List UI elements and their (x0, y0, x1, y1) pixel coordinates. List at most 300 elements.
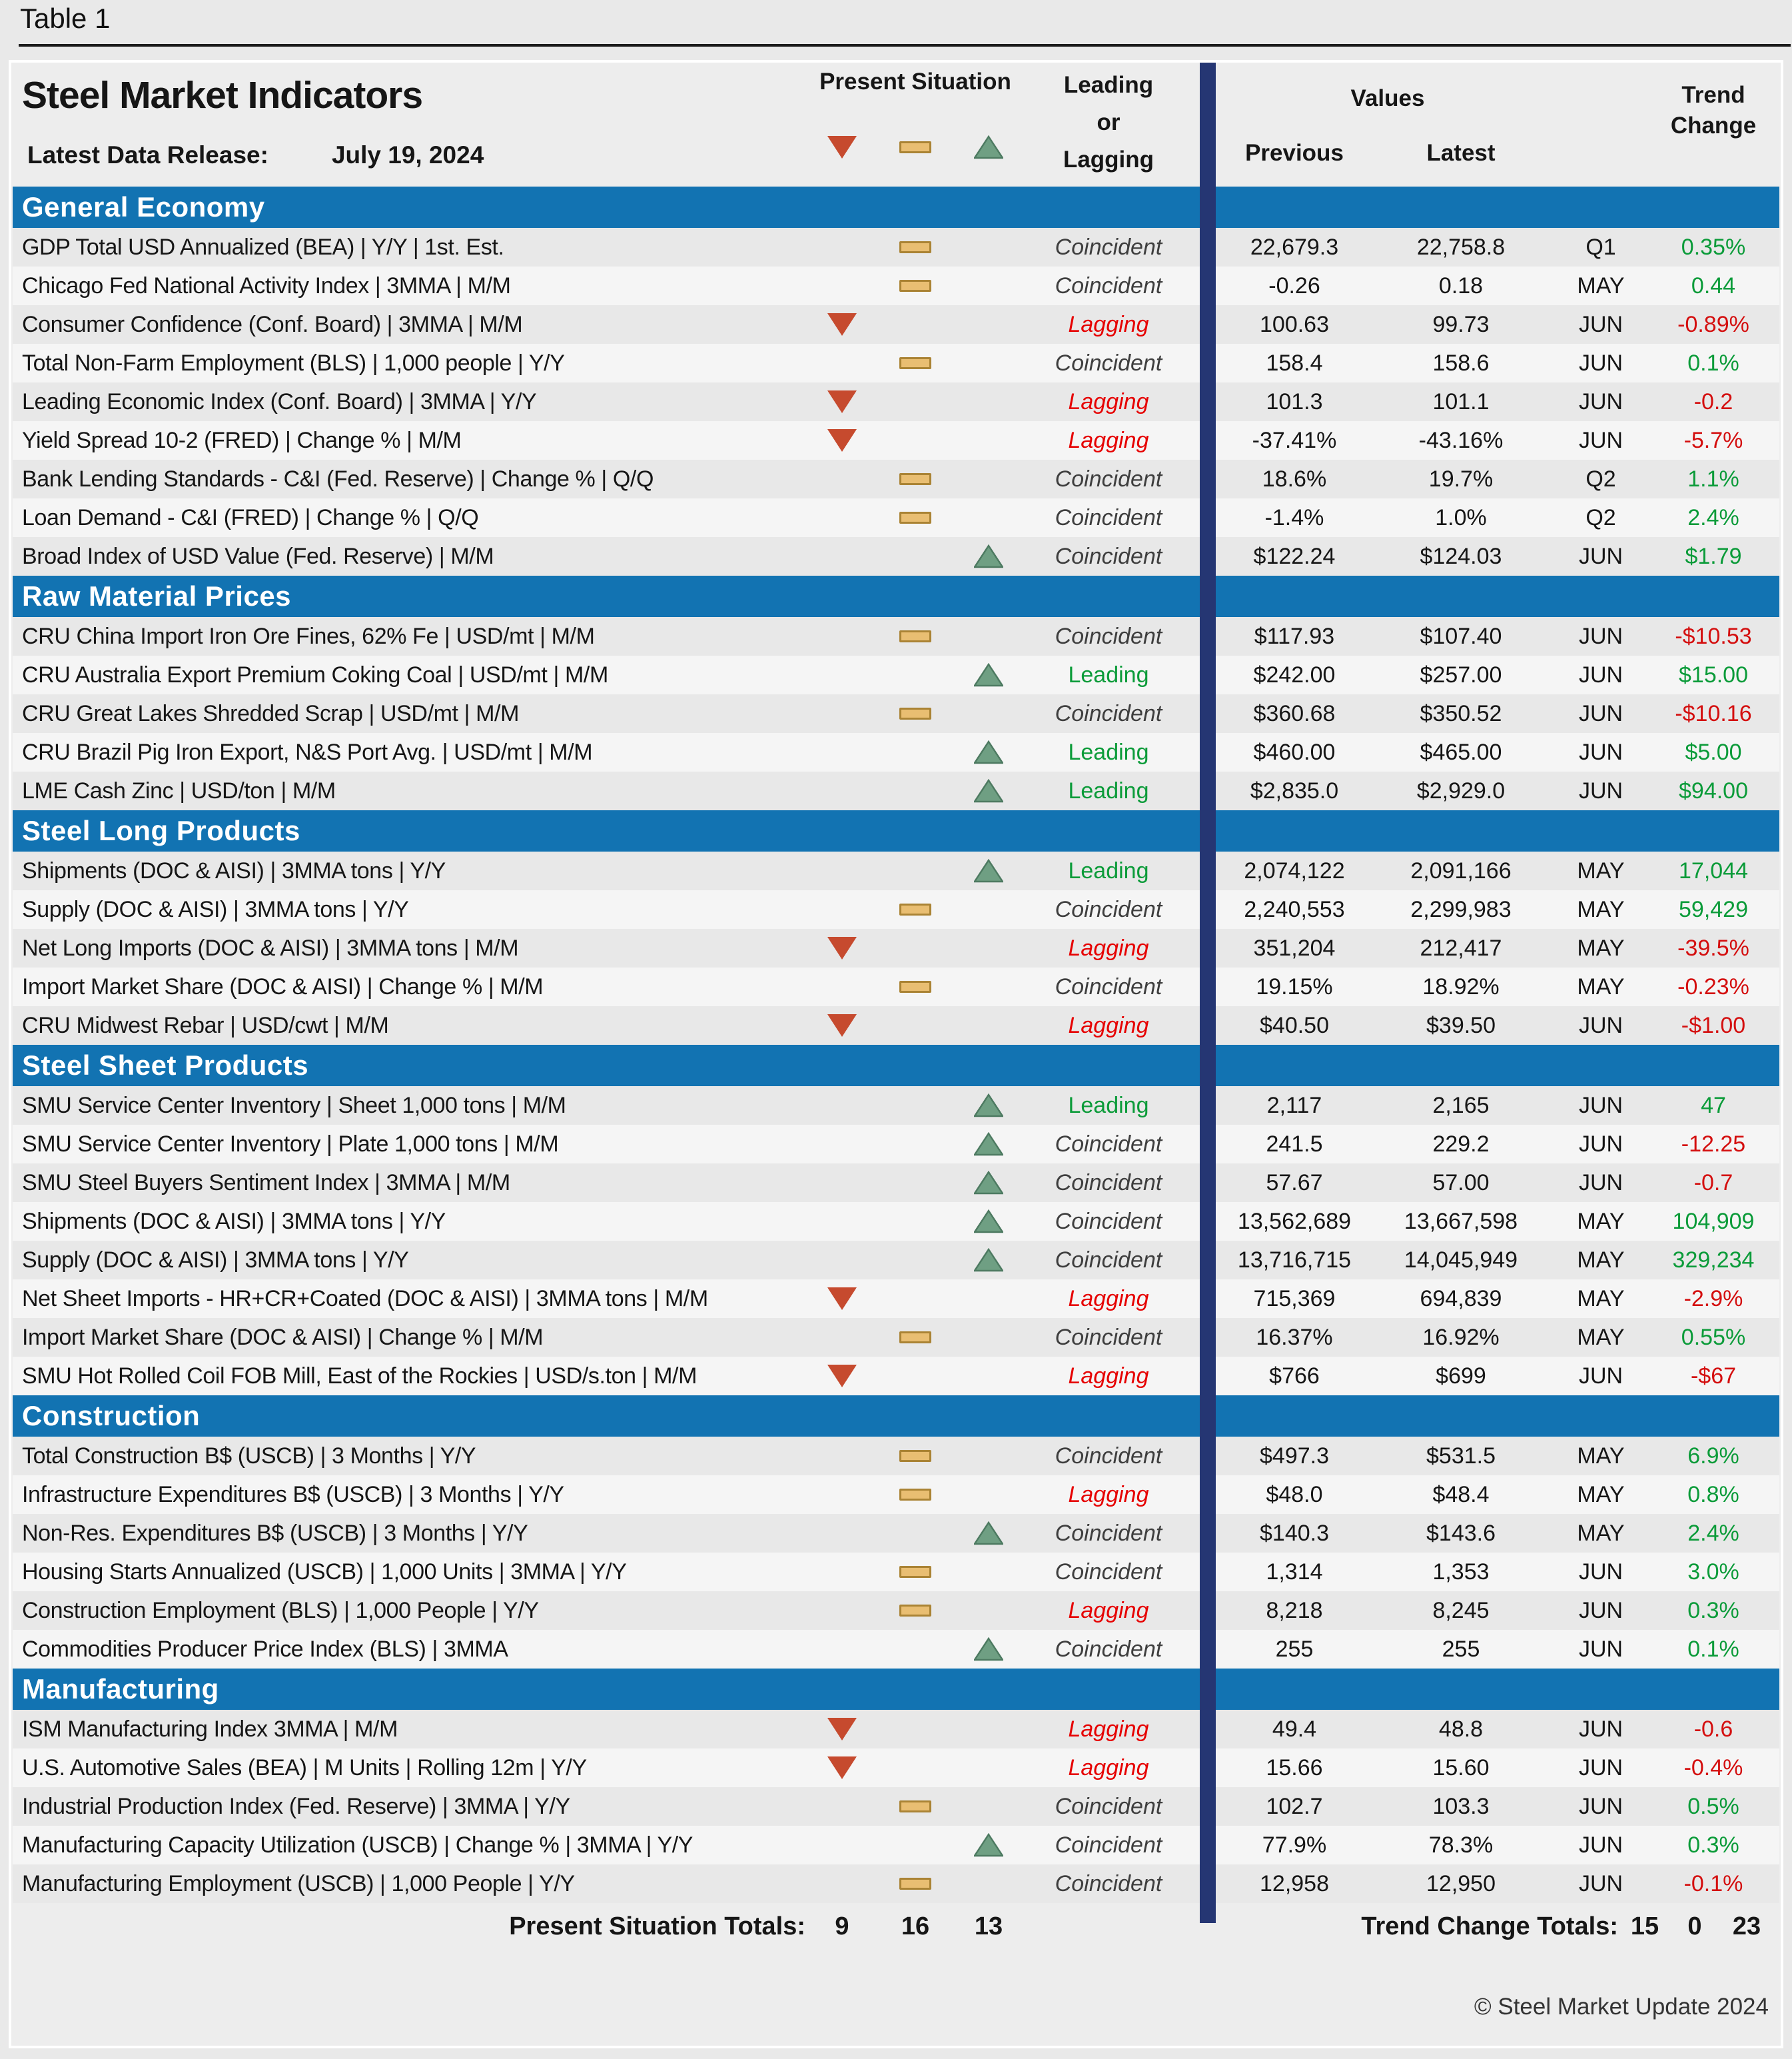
previous-value: 102.7 (1266, 1793, 1323, 1819)
indicator-label: LME Cash Zinc | USD/ton | M/M (22, 778, 336, 804)
indicator-label: Infrastructure Expenditures B$ (USCB) | 3 Months | Y/Y (22, 1481, 564, 1507)
present-situation-up-cell (952, 733, 1025, 772)
latest-value: 57.00 (1432, 1169, 1490, 1195)
latest-value: 16.92% (1422, 1324, 1500, 1350)
indicator-label: Total Non-Farm Employment (BLS) | 1,000 people | Y/Y (22, 350, 565, 376)
table-row (13, 1086, 1779, 1125)
present-situation-flat-cell (879, 1553, 952, 1591)
up-triangle-icon (974, 1093, 1003, 1117)
present-situation-down-cell (805, 1864, 879, 1903)
down-triangle-icon (827, 1013, 857, 1038)
table-row (13, 1318, 1779, 1357)
indicator-label: CRU Australia Export Premium Coking Coal | USD/mt | M/M (22, 662, 608, 688)
trend-change-value: $1.79 (1685, 543, 1742, 569)
latest-value: $124.03 (1420, 543, 1502, 569)
present-situation-up-cell (952, 1748, 1025, 1787)
flat-dash-icon (899, 1489, 931, 1501)
present-situation-up-cell (952, 1086, 1025, 1125)
trend-change-value: 17,044 (1679, 858, 1748, 884)
table-row (13, 344, 1779, 382)
previous-value: $140.3 (1260, 1520, 1329, 1546)
leading-or-lagging-value: Lagging (1068, 1716, 1149, 1742)
present-situation-flat-cell (879, 267, 952, 305)
trend-change-value: $94.00 (1679, 778, 1748, 804)
leading-or-lagging-value: Lagging (1068, 1285, 1149, 1311)
latest-value: 14,045,949 (1404, 1247, 1518, 1273)
previous-value: 255 (1275, 1636, 1314, 1662)
present-situation-totals-label: Present Situation Totals: (509, 1912, 805, 1940)
table-row (13, 1241, 1779, 1279)
leading-or-lagging-value: Coincident (1055, 1247, 1162, 1273)
present-situation-down-cell (805, 1475, 879, 1514)
trend-change-value: 0.35% (1681, 234, 1746, 260)
latest-value: 101.1 (1432, 388, 1490, 414)
table-row (13, 460, 1779, 498)
table-row (13, 852, 1779, 890)
previous-value: $2,835.0 (1250, 778, 1339, 804)
present-situation-down-cell (805, 305, 879, 344)
present-situation-flat-cell (879, 1006, 952, 1045)
down-triangle-icon (827, 1363, 857, 1389)
period-value: MAY (1577, 974, 1625, 1000)
leading-or-lagging-value: Coincident (1055, 234, 1162, 260)
leading-or-lagging-value: Coincident (1055, 1793, 1162, 1819)
down-triangle-icon (827, 312, 857, 337)
down-triangle-icon (827, 389, 857, 414)
table-row (13, 1514, 1779, 1553)
present-situation-down-cell (805, 1241, 879, 1279)
present-situation-up-cell (952, 228, 1025, 267)
previous-value: 12,958 (1260, 1870, 1329, 1896)
totals-row (13, 1903, 1779, 1952)
present-situation-up-cell (952, 656, 1025, 694)
table-row (13, 1006, 1779, 1045)
present-totals-down-count: 9 (835, 1912, 849, 1940)
flat-dash-icon (899, 630, 931, 642)
period-value: JUN (1578, 350, 1623, 376)
indicator-label: SMU Hot Rolled Coil FOB Mill, East of the Rockies | USD/s.ton | M/M (22, 1363, 697, 1389)
present-situation-up-cell (952, 460, 1025, 498)
indicator-label: Consumer Confidence (Conf. Board) | 3MMA | M/M (22, 311, 523, 337)
page-title: Steel Market Indicators (22, 74, 423, 117)
present-situation-flat-cell (879, 1787, 952, 1826)
leading-or-lagging-value: Leading (1068, 778, 1149, 804)
present-situation-down-cell (805, 382, 879, 421)
present-situation-flat-cell (879, 1318, 952, 1357)
trend-totals-zero-count: 0 (1687, 1912, 1702, 1940)
previous-value: 1,314 (1266, 1559, 1323, 1585)
indicator-label: Chicago Fed National Activity Index | 3MMA | M/M (22, 273, 511, 299)
present-situation-up-cell (952, 1279, 1025, 1318)
trend-change-totals-label: Trend Change Totals: (1361, 1912, 1618, 1940)
present-situation-down-cell (805, 1163, 879, 1202)
present-situation-up-cell (952, 772, 1025, 810)
release-line (27, 141, 484, 169)
present-situation-down-cell (805, 733, 879, 772)
period-value: MAY (1577, 935, 1625, 961)
trend-change-value: 0.55% (1681, 1324, 1746, 1350)
indicator-label: GDP Total USD Annualized (BEA) | Y/Y | 1st. Est. (22, 234, 504, 260)
previous-value: $48.0 (1266, 1481, 1323, 1507)
leading-or-lagging-value: Coincident (1055, 504, 1162, 530)
latest-value: 12,950 (1426, 1870, 1496, 1896)
present-situation-up-cell (952, 1318, 1025, 1357)
trend-change-value: -5.7% (1683, 427, 1743, 453)
trend-change-value: -$67 (1690, 1363, 1737, 1389)
present-situation-flat-cell (879, 1279, 952, 1318)
present-situation-down-cell (805, 1006, 879, 1045)
indicator-label: CRU Midwest Rebar | USD/cwt | M/M (22, 1012, 389, 1038)
table-row (13, 772, 1779, 810)
period-value: JUN (1578, 1870, 1623, 1896)
present-situation-flat-cell (879, 694, 952, 733)
period-value: JUN (1578, 1363, 1623, 1389)
down-triangle-icon (827, 936, 857, 961)
present-situation-down-cell (805, 1202, 879, 1241)
trend-change-value: 6.9% (1687, 1443, 1739, 1469)
period-value: MAY (1577, 1520, 1625, 1546)
present-situation-up-cell (952, 1241, 1025, 1279)
flat-dash-icon (899, 708, 931, 720)
table-row (13, 1279, 1779, 1318)
latest-value: 229.2 (1432, 1131, 1490, 1157)
present-situation-up-cell (952, 1864, 1025, 1903)
period-value: MAY (1577, 273, 1625, 299)
table-row (13, 694, 1779, 733)
up-triangle-icon (974, 1637, 1003, 1661)
trend-change-value: 47 (1701, 1092, 1726, 1118)
present-situation-down-cell (805, 344, 879, 382)
previous-value: $497.3 (1260, 1443, 1329, 1469)
indicator-label: Commodities Producer Price Index (BLS) | 3MMA (22, 1636, 508, 1662)
previous-value: $766 (1269, 1363, 1320, 1389)
down-triangle-icon (827, 135, 857, 160)
previous-value: 18.6% (1262, 466, 1327, 492)
trend-change-value: 104,909 (1672, 1208, 1755, 1234)
present-situation-flat-cell (879, 1630, 952, 1669)
table-row (13, 1630, 1779, 1669)
previous-value: 2,074,122 (1244, 858, 1345, 884)
previous-value: 2,117 (1266, 1092, 1322, 1118)
indicator-label: Import Market Share (DOC & AISI) | Change % | M/M (22, 974, 544, 1000)
present-situation-up-cell (952, 305, 1025, 344)
indicator-label: SMU Service Center Inventory | Sheet 1,000 tons | M/M (22, 1092, 566, 1118)
trend-change-value: 2.4% (1687, 504, 1739, 530)
trend-change-value: 0.8% (1687, 1481, 1739, 1507)
up-triangle-icon (974, 859, 1003, 883)
present-situation-flat-cell (879, 460, 952, 498)
present-situation-down-cell (805, 694, 879, 733)
present-situation-flat-cell (879, 228, 952, 267)
indicator-label: Yield Spread 10-2 (FRED) | Change % | M/M (22, 427, 462, 453)
present-situation-flat-cell (879, 1475, 952, 1514)
previous-value: 715,369 (1253, 1285, 1336, 1311)
trend-change-value: 1.1% (1687, 466, 1739, 492)
previous-value: -1.4% (1264, 504, 1324, 530)
previous-value: -37.41% (1252, 427, 1337, 453)
period-value: JUN (1578, 1092, 1623, 1118)
indicator-label: Construction Employment (BLS) | 1,000 People | Y/Y (22, 1597, 539, 1623)
trend-change-value: -2.9% (1683, 1285, 1743, 1311)
latest-value: 1.0% (1435, 504, 1487, 530)
previous-value: 2,240,553 (1244, 896, 1345, 922)
present-situation-flat-cell (879, 1357, 952, 1395)
leading-or-lagging-value: Lagging (1068, 1754, 1149, 1780)
present-situation-up-cell (952, 1826, 1025, 1864)
trend-change-value: -0.2 (1693, 388, 1733, 414)
present-situation-down-cell (805, 460, 879, 498)
present-situation-flat-cell (879, 1437, 952, 1475)
table-row (13, 1437, 1779, 1475)
leading-or-lagging-value: Coincident (1055, 1443, 1162, 1469)
indicator-label: Supply (DOC & AISI) | 3MMA tons | Y/Y (22, 896, 409, 922)
period-value: JUN (1578, 543, 1623, 569)
present-situation-down-cell (805, 537, 879, 576)
latest-value: 99.73 (1432, 311, 1490, 337)
table-row (13, 929, 1779, 968)
indicator-label: Net Sheet Imports - HR+CR+Coated (DOC & AISI) | 3MMA tons | M/M (22, 1285, 708, 1311)
leading-or-lagging-value: Lagging (1068, 311, 1149, 337)
period-value: JUN (1578, 1832, 1623, 1858)
up-triangle-icon (974, 779, 1003, 803)
latest-value: 1,353 (1432, 1559, 1490, 1585)
previous-value: $460.00 (1253, 739, 1336, 765)
flat-dash-icon (899, 1800, 931, 1812)
latest-value: 255 (1442, 1636, 1480, 1662)
indicator-label: CRU China Import Iron Ore Fines, 62% Fe | USD/mt | M/M (22, 623, 595, 649)
trend-change-value: 0.1% (1687, 1636, 1739, 1662)
column-header-trend-change: Trend Change (1670, 82, 1757, 139)
previous-value: -0.26 (1268, 273, 1320, 299)
present-situation-up-cell (952, 344, 1025, 382)
table-row (13, 382, 1779, 421)
present-situation-down-cell (805, 498, 879, 537)
present-situation-down-cell (805, 1318, 879, 1357)
present-situation-up-cell (952, 852, 1025, 890)
table-row (13, 1826, 1779, 1864)
latest-value: $465.00 (1420, 739, 1502, 765)
present-situation-down-cell (805, 1279, 879, 1318)
indicator-label: Net Long Imports (DOC & AISI) | 3MMA tons | M/M (22, 935, 519, 961)
present-situation-flat-cell (879, 733, 952, 772)
present-situation-flat-cell (879, 1514, 952, 1553)
latest-value: $39.50 (1426, 1012, 1496, 1038)
table-row (13, 1748, 1779, 1787)
previous-value: 19.15% (1256, 974, 1333, 1000)
present-situation-down-cell (805, 421, 879, 460)
previous-value: 49.4 (1272, 1716, 1317, 1742)
table-row (13, 267, 1779, 305)
present-situation-flat-cell (879, 1864, 952, 1903)
trend-change-value: 0.3% (1687, 1597, 1739, 1623)
section-header: Raw Material Prices (13, 576, 1779, 617)
present-situation-up-cell (952, 617, 1025, 656)
period-value: JUN (1578, 623, 1623, 649)
present-situation-up-cell (952, 537, 1025, 576)
indicator-label: Housing Starts Annualized (USCB) | 1,000 Units | 3MMA | Y/Y (22, 1559, 627, 1585)
trend-change-value: -0.89% (1677, 311, 1749, 337)
present-situation-up-cell (952, 1710, 1025, 1748)
indicator-label: CRU Great Lakes Shredded Scrap | USD/mt | M/M (22, 700, 520, 726)
table-row (13, 228, 1779, 267)
indicator-label: ISM Manufacturing Index 3MMA | M/M (22, 1716, 398, 1742)
period-value: Q2 (1585, 504, 1616, 530)
latest-value: 0.18 (1438, 273, 1484, 299)
column-header-present-situation: Present Situation (819, 69, 1011, 95)
present-situation-down-cell (805, 1826, 879, 1864)
table-row (13, 305, 1779, 344)
latest-value: 212,417 (1420, 935, 1502, 961)
leading-or-lagging-value: Coincident (1055, 623, 1162, 649)
leading-or-lagging-value: Coincident (1055, 1559, 1162, 1585)
present-situation-flat-cell (879, 1163, 952, 1202)
indicator-label: Loan Demand - C&I (FRED) | Change % | Q/Q (22, 504, 479, 530)
table-row (13, 1125, 1779, 1163)
table-row (13, 656, 1779, 694)
present-situation-up-cell (952, 1006, 1025, 1045)
indicator-label: Total Construction B$ (USCB) | 3 Months | Y/Y (22, 1443, 476, 1469)
period-value: MAY (1577, 1481, 1625, 1507)
previous-value: 101.3 (1266, 388, 1323, 414)
present-situation-down-cell (805, 772, 879, 810)
leading-or-lagging-value: Coincident (1055, 1832, 1162, 1858)
present-situation-up-cell (952, 498, 1025, 537)
leading-or-lagging-value: Lagging (1068, 388, 1149, 414)
period-value: JUN (1578, 1597, 1623, 1623)
period-value: Q1 (1585, 234, 1616, 260)
up-triangle-icon (974, 135, 1003, 159)
table-row (13, 1553, 1779, 1591)
latest-value: 158.6 (1432, 350, 1490, 376)
period-value: JUN (1578, 427, 1623, 453)
table-row (13, 890, 1779, 929)
flat-dash-icon (899, 1566, 931, 1578)
table-caption: Table 1 (20, 3, 111, 34)
previous-value: $40.50 (1260, 1012, 1329, 1038)
present-situation-flat-cell (879, 344, 952, 382)
present-situation-up-cell (952, 1202, 1025, 1241)
present-totals-flat-count: 16 (901, 1912, 930, 1940)
values-divider-bar (1200, 63, 1216, 1923)
latest-value: $257.00 (1420, 662, 1502, 688)
period-value: JUN (1578, 1012, 1623, 1038)
leading-or-lagging-value: Leading (1068, 858, 1149, 884)
flat-dash-icon (899, 1450, 931, 1462)
present-situation-up-cell (952, 1437, 1025, 1475)
indicator-label: Manufacturing Capacity Utilization (USCB) | Change % | 3MMA | Y/Y (22, 1832, 693, 1858)
trend-change-value: -0.4% (1683, 1754, 1743, 1780)
column-header-leading-or-lagging: Leading or Lagging (1063, 72, 1154, 173)
previous-value: $122.24 (1253, 543, 1336, 569)
table-body (13, 187, 1779, 1903)
table-row (13, 1202, 1779, 1241)
latest-value: $107.40 (1420, 623, 1502, 649)
release-label: Latest Data Release: (27, 141, 268, 169)
indicator-label: CRU Brazil Pig Iron Export, N&S Port Avg. | USD/mt | M/M (22, 739, 593, 765)
leading-or-lagging-value: Coincident (1055, 1636, 1162, 1662)
leading-or-lagging-value: Coincident (1055, 350, 1162, 376)
section-header: Steel Long Products (13, 810, 1779, 852)
present-situation-flat-cell (879, 498, 952, 537)
present-situation-down-cell (805, 1710, 879, 1748)
section-header: Manufacturing (13, 1669, 1779, 1710)
indicator-label: Non-Res. Expenditures B$ (USCB) | 3 Months | Y/Y (22, 1520, 528, 1546)
caption-rule (19, 44, 1791, 47)
latest-value: 13,667,598 (1404, 1208, 1518, 1234)
up-triangle-icon (974, 663, 1003, 687)
table-row (13, 1475, 1779, 1514)
latest-value: 78.3% (1428, 1832, 1494, 1858)
leading-or-lagging-value: Coincident (1055, 1169, 1162, 1195)
column-header-latest: Latest (1426, 140, 1496, 166)
latest-value: 2,091,166 (1410, 858, 1512, 884)
present-situation-down-cell (805, 929, 879, 968)
flat-dash-icon (899, 280, 931, 292)
present-situation-down-cell (805, 1630, 879, 1669)
leading-or-lagging-value: Lagging (1068, 1363, 1149, 1389)
present-situation-flat-cell (879, 929, 952, 968)
latest-value: $48.4 (1432, 1481, 1490, 1507)
present-situation-down-cell (805, 1125, 879, 1163)
latest-value: 8,245 (1432, 1597, 1490, 1623)
trend-change-value: -0.7 (1693, 1169, 1733, 1195)
table-header (13, 63, 1779, 187)
latest-value: 2,165 (1432, 1092, 1490, 1118)
table-row (13, 733, 1779, 772)
table-row (13, 1864, 1779, 1903)
present-situation-down-cell (805, 1553, 879, 1591)
present-situation-up-cell (952, 421, 1025, 460)
leading-or-lagging-value: Coincident (1055, 700, 1162, 726)
previous-value: 13,716,715 (1237, 1247, 1352, 1273)
present-situation-flat-cell (879, 382, 952, 421)
period-value: JUN (1578, 739, 1623, 765)
section-header: General Economy (13, 187, 1779, 228)
leading-or-lagging-value: Coincident (1055, 1208, 1162, 1234)
section-header: Construction (13, 1395, 1779, 1437)
indicator-label: Leading Economic Index (Conf. Board) | 3MMA | Y/Y (22, 388, 537, 414)
latest-value: 48.8 (1438, 1716, 1484, 1742)
present-situation-flat-cell (879, 617, 952, 656)
period-value: JUN (1578, 1559, 1623, 1585)
leading-or-lagging-value: Lagging (1068, 935, 1149, 961)
trend-change-value: -0.1% (1683, 1870, 1743, 1896)
present-situation-flat-cell (879, 656, 952, 694)
present-situation-legend (805, 135, 1025, 160)
indicator-label: Supply (DOC & AISI) | 3MMA tons | Y/Y (22, 1247, 409, 1273)
up-triangle-icon (974, 1171, 1003, 1195)
up-triangle-icon (974, 1248, 1003, 1272)
previous-value: 57.67 (1266, 1169, 1323, 1195)
present-situation-flat-cell (879, 968, 952, 1006)
leading-or-lagging-value: Coincident (1055, 466, 1162, 492)
present-situation-up-cell (952, 1630, 1025, 1669)
present-situation-down-cell (805, 1437, 879, 1475)
down-triangle-icon (827, 1286, 857, 1311)
period-value: JUN (1578, 1754, 1623, 1780)
period-value: MAY (1577, 1208, 1625, 1234)
down-triangle-icon (827, 1716, 857, 1742)
latest-value: -43.16% (1418, 427, 1504, 453)
leading-or-lagging-value: Leading (1068, 1092, 1149, 1118)
flat-dash-icon (899, 241, 931, 253)
present-situation-down-cell (805, 1787, 879, 1826)
column-header-previous: Previous (1245, 140, 1344, 166)
present-situation-flat-cell (879, 537, 952, 576)
table-row (13, 968, 1779, 1006)
table-row (13, 1591, 1779, 1630)
latest-value: 2,299,983 (1410, 896, 1512, 922)
